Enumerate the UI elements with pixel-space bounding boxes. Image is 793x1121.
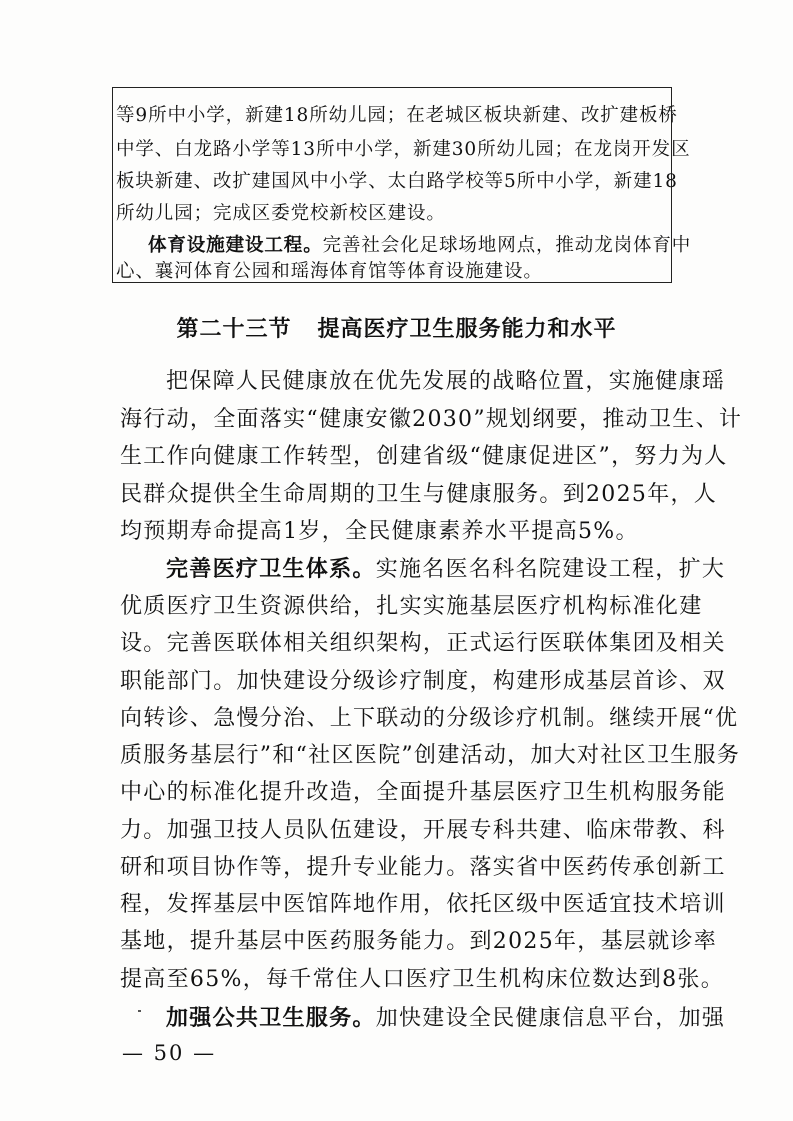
medical-line-6: 质服务基层行”和“社区医院”创建活动，加大对社区卫生服务 (120, 743, 741, 768)
section-number: 第二十三节 (176, 316, 292, 342)
intro-line-5: 均预期寿命提高1岁，全民健康素养水平提高5%。 (120, 519, 639, 544)
section-title: 提高医疗卫生服务能力和水平 (317, 316, 617, 342)
sports-paragraph-line-2: 心、襄河体育公园和瑶海体育馆等体育设施建设。 (116, 261, 543, 282)
intro-line-1: 把保障人民健康放在优先发展的战略位置，实施健康瑶 (166, 369, 726, 394)
public-health-text: 加快建设全民健康信息平台，加强 (375, 1006, 726, 1031)
box-line-3: 板块新建、改扩建国风中小学、太白路学校等5所中小学，新建18 (116, 171, 678, 192)
sports-text: 完善社会化足球场地网点，推动龙岗体育中 (322, 235, 692, 256)
medical-line-11: 基地，提升基层中医药服务能力。到2025年，基层就诊率 (120, 929, 718, 954)
medical-line-9: 研和项目协作等，提升专业能力。落实省中医药传承创新工 (120, 855, 726, 880)
box-line-1: 等9所中小学，新建18所幼儿园；在老城区板块新建、改扩建板桥 (116, 105, 678, 126)
sports-paragraph-line-1 (148, 231, 691, 257)
public-health-lead: 加强公共卫生服务。 (166, 1005, 376, 1031)
medical-line-8: 力。加强卫技人员队伍建设，开展专科共建、临床带教、科 (120, 818, 726, 843)
intro-line-4: 民群众提供全生命周期的卫生与健康服务。到2025年，人 (120, 482, 718, 507)
intro-line-2: 海行动，全面落实“健康安徽2030”规划纲要，推动卫生、计 (120, 407, 743, 432)
medical-line-5: 向转诊、急慢分治、上下联动的分级诊疗机制。继续开展“优 (120, 706, 739, 731)
medical-line-2: 优质医疗卫生资源供给，扎实实施基层医疗机构标准化建 (120, 594, 703, 619)
medical-lead: 完善医疗卫生体系。 (166, 556, 376, 582)
intro-line-3: 生工作向健康工作转型，创建省级“健康促进区”，努力为人 (120, 444, 728, 469)
medical-line-7: 中心的标准化提升改造，全面提升基层医疗卫生机构服务能 (120, 780, 726, 805)
medical-line-1 (166, 552, 725, 583)
section-heading (0, 312, 793, 343)
medical-line-4: 职能部门。加快建设分级诊疗制度，构建形成基层首诊、双 (120, 669, 726, 694)
medical-line-10: 程，发挥基层中医馆阵地作用，依托区级中医适宜技术培训 (120, 892, 726, 917)
scan-speck (138, 1010, 141, 1012)
box-line-4: 所幼儿园；完成区委党校新校区建设。 (116, 203, 446, 224)
medical-text: 实施名医名科名院建设工程，扩大 (375, 557, 726, 582)
public-health-line-1 (166, 1001, 725, 1032)
page-number: — 50 — (122, 1041, 217, 1065)
medical-line-3: 设。完善医联体相关组织架构，正式运行医联体集团及相关 (120, 631, 726, 656)
box-line-2: 中学、白龙路小学等13所中小学，新建30所幼儿园；在龙岗开发区 (116, 139, 691, 160)
sports-lead: 体育设施建设工程。 (148, 235, 323, 256)
medical-line-12: 提高至65%，每千常住人口医疗卫生机构床位数达到8张。 (120, 967, 724, 992)
